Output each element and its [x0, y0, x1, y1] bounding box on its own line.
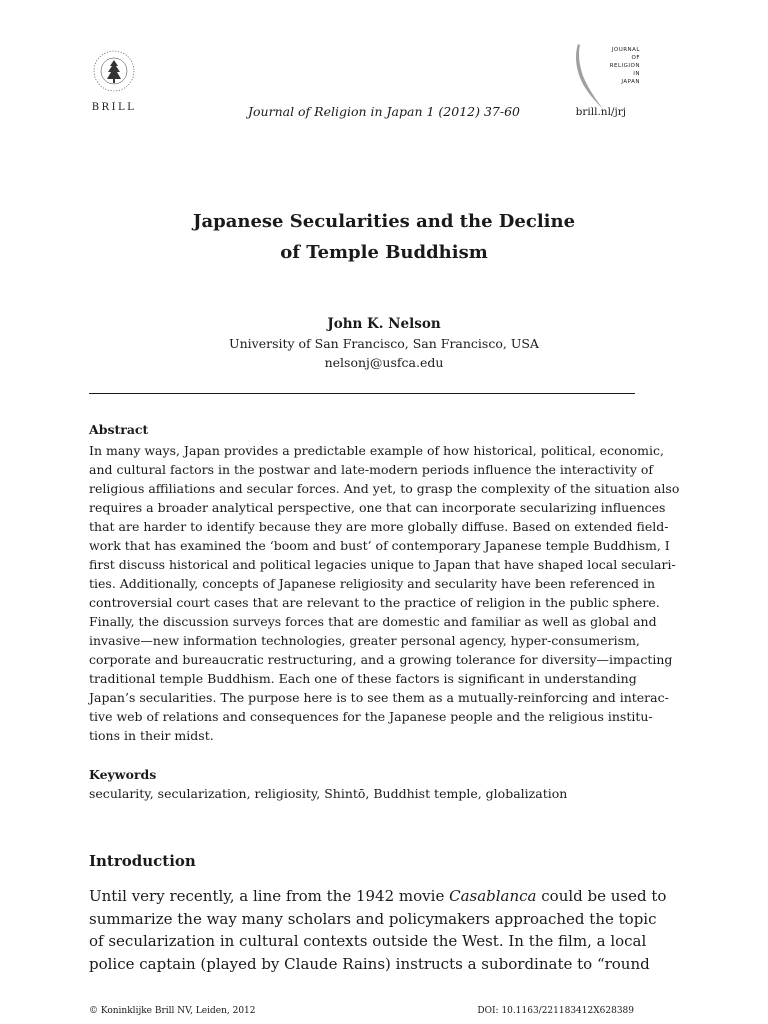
keywords-heading: Keywords	[89, 767, 157, 782]
film-title: Casablanca	[449, 887, 537, 905]
body-line: Until very recently, a line from the 1942 movie Casablanca could be used to	[89, 887, 667, 905]
abstract-line: and cultural factors in the postwar and late-modern periods influence the interactivity of	[89, 462, 654, 477]
abstract-line: Finally, the discussion surveys forces that are domestic and familiar as well as global and	[89, 614, 657, 629]
abstract-line: that are harder to identify because they are more globally diffuse. Based on extended field-	[89, 519, 669, 534]
journal-citation: Journal of Religion in Japan 1 (2012) 37-60	[248, 104, 520, 119]
introduction-body	[89, 885, 667, 975]
abstract-line: work that has examined the ‘boom and bust’ of contemporary Japanese temple Buddhism, I	[89, 538, 670, 553]
divider	[89, 393, 635, 394]
journal-logo-text: JOURNAL OF RELIGION IN JAPAN	[609, 47, 640, 85]
abstract-body	[89, 441, 680, 745]
article-title: Japanese Secularities and the Decline of Temple Buddhism	[192, 211, 576, 263]
abstract-line: ties. Additionally, concepts of Japanese religiosity and secularity have been referenced in	[89, 576, 656, 591]
journal-url-link[interactable]: brill.nl/jrj	[575, 106, 626, 118]
body-line: summarize the way many scholars and policymakers approached the topic	[89, 909, 657, 928]
abstract-line: religious affiliations and secular forces. And yet, to grasp the complexity of the situation also	[89, 481, 680, 496]
author-email-link[interactable]: nelsonj@usfca.edu	[324, 355, 444, 370]
abstract-line: Japan’s secularities. The purpose here is to see them as a mutually-reinforcing and interac-	[89, 690, 669, 705]
abstract-line: tive web of relations and consequences for the Japanese people and the religious institu-	[89, 709, 653, 724]
brush-stroke-icon	[570, 42, 610, 114]
doi-link[interactable]: DOI: 10.1163/221183412X628389	[477, 1006, 634, 1016]
brill-emblem-icon	[91, 48, 137, 94]
author-name: John K. Nelson	[327, 316, 441, 332]
abstract-line: first discuss historical and political legacies unique to Japan that have shaped local seculari-	[89, 557, 676, 572]
body-line: of secularization in cultural contexts outside the West. In the film, a local	[89, 932, 647, 950]
abstract-line: traditional temple Buddhism. Each one of these factors is significant in understanding	[89, 671, 637, 686]
journal-logo	[570, 42, 640, 114]
abstract-line: In many ways, Japan provides a predictable example of how historical, political, economic,	[89, 443, 665, 458]
body-line: police captain (played by Claude Rains) instructs a subordinate to “round	[89, 954, 650, 973]
publisher-name: BRILL	[91, 102, 137, 113]
abstract-line: requires a broader analytical perspective, one that can incorporate secularizing influences	[89, 500, 666, 515]
abstract-line: controversial court cases that are relevant to the practice of religion in the public sphere.	[89, 595, 660, 610]
abstract-line: invasive—new information technologies, greater personal agency, hyper-consumerism,	[89, 633, 640, 648]
abstract-heading: Abstract	[89, 422, 149, 437]
author-affiliation: University of San Francisco, San Francisco, USA	[229, 336, 539, 351]
abstract-line: corporate and bureaucratic restructuring, and a growing tolerance for diversity—impacting	[89, 652, 673, 667]
copyright-notice: © Koninklijke Brill NV, Leiden, 2012	[89, 1006, 256, 1016]
keywords-list: secularity, secularization, religiosity, Shintō, Buddhist temple, globalization	[89, 786, 568, 801]
abstract-line: tions in their midst.	[89, 728, 214, 743]
section-heading-introduction: Introduction	[89, 852, 196, 870]
